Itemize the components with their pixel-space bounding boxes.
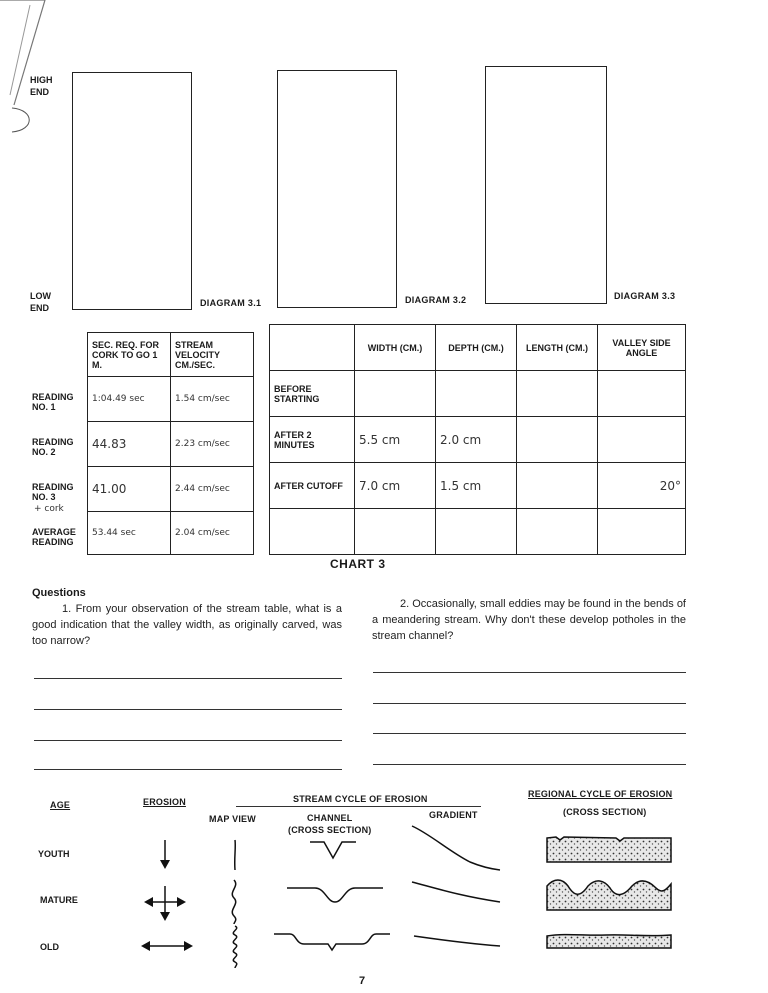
diagram-3-3-caption: DIAGRAM 3.3 bbox=[614, 291, 676, 301]
q2-answer-line[interactable] bbox=[373, 703, 686, 704]
header-valley-angle: VALLEY SIDE ANGLE bbox=[598, 325, 686, 371]
gradient-header: GRADIENT bbox=[429, 810, 478, 820]
questions-heading: Questions bbox=[32, 587, 86, 599]
high-end-label: HIGH END bbox=[30, 75, 53, 97]
diagram-3-3-box bbox=[485, 66, 607, 304]
gradient-steep-icon bbox=[410, 822, 502, 872]
map-view-header: MAP VIEW bbox=[209, 814, 256, 824]
chart-caption: CHART 3 bbox=[330, 557, 386, 571]
header-width: WIDTH (CM.) bbox=[355, 325, 436, 371]
row-before-starting: BEFORE STARTING bbox=[270, 371, 355, 417]
diagram-3-1-box bbox=[72, 72, 192, 310]
diagram-3-2-box bbox=[277, 70, 397, 308]
cell-2min-length bbox=[517, 417, 598, 463]
header-sec-req: SEC. REQ. FOR CORK TO GO 1 M. bbox=[88, 333, 171, 377]
regional-youth-block-icon bbox=[546, 834, 672, 864]
cell-2min-angle bbox=[598, 417, 686, 463]
regional-old-block-icon bbox=[546, 930, 672, 950]
row-label-average: AVERAGE READING bbox=[32, 527, 76, 547]
erosion-cross-arrows-icon bbox=[143, 884, 187, 924]
question-2-text: 2. Occasionally, small eddies may be found in the bends of a meandering stream. Why don't these develop potholes in the stream channel? bbox=[372, 598, 686, 642]
map-view-meander-stream-icon bbox=[226, 878, 244, 924]
cell-r3-sec: 41.00 bbox=[88, 467, 171, 512]
header-blank bbox=[270, 325, 355, 371]
row-blank bbox=[270, 509, 355, 555]
gradient-gentle-icon bbox=[412, 930, 502, 950]
row-label-reading-2: READING NO. 2 bbox=[32, 437, 74, 457]
cell-before-length bbox=[517, 371, 598, 417]
channel-mature-shape-icon bbox=[285, 882, 385, 906]
map-view-tight-meander-icon bbox=[226, 924, 244, 968]
channel-old-shape-icon bbox=[272, 926, 392, 952]
row-3-note: + cork bbox=[34, 504, 64, 514]
erosion-down-arrow-icon bbox=[155, 838, 175, 872]
regional-subheader: (CROSS SECTION) bbox=[563, 807, 647, 817]
header-velocity: STREAM VELOCITY CM./SEC. bbox=[171, 333, 254, 377]
cell-cutoff-depth: 1.5 cm bbox=[436, 463, 517, 509]
channel-v-shape-icon bbox=[308, 838, 358, 862]
q2-answer-line[interactable] bbox=[373, 764, 686, 765]
diagram-3-2-caption: DIAGRAM 3.2 bbox=[405, 295, 467, 305]
cell-before-depth bbox=[436, 371, 517, 417]
cell-before-angle bbox=[598, 371, 686, 417]
cell-avg-vel: 2.04 cm/sec bbox=[171, 512, 254, 555]
velocity-table bbox=[87, 332, 254, 555]
erosion-header: EROSION bbox=[143, 797, 186, 807]
regional-cycle-header: REGIONAL CYCLE OF EROSION bbox=[528, 789, 673, 799]
gradient-moderate-icon bbox=[410, 876, 502, 906]
cell-blank-depth bbox=[436, 509, 517, 555]
q1-answer-line[interactable] bbox=[34, 740, 342, 741]
row-label-reading-3: READING NO. 3 bbox=[32, 482, 74, 502]
header-depth: DEPTH (CM.) bbox=[436, 325, 517, 371]
cell-r2-sec: 44.83 bbox=[88, 422, 171, 467]
age-mature: MATURE bbox=[40, 895, 78, 905]
cell-cutoff-width: 7.0 cm bbox=[355, 463, 436, 509]
cell-blank-angle bbox=[598, 509, 686, 555]
cell-r1-vel: 1.54 cm/sec bbox=[171, 377, 254, 422]
q1-answer-line[interactable] bbox=[34, 678, 342, 679]
channel-table bbox=[269, 324, 686, 555]
regional-mature-block-icon bbox=[546, 876, 672, 912]
cell-avg-sec: 53.44 sec bbox=[88, 512, 171, 555]
row-after-cutoff: AFTER CUTOFF bbox=[270, 463, 355, 509]
question-1-text: 1. From your observation of the stream table, what is a good indication that the valley width, as originally carved, was too narrow? bbox=[32, 603, 342, 647]
row-after-2-minutes: AFTER 2 MINUTES bbox=[270, 417, 355, 463]
page-number: 7 bbox=[359, 975, 366, 987]
stream-cycle-header: STREAM CYCLE OF EROSION bbox=[293, 794, 428, 804]
diagram-3-1-caption: DIAGRAM 3.1 bbox=[200, 298, 262, 308]
q1-answer-line[interactable] bbox=[34, 709, 342, 710]
header-length: LENGTH (CM.) bbox=[517, 325, 598, 371]
map-view-straight-stream-icon bbox=[228, 838, 242, 872]
erosion-sideways-arrows-icon bbox=[140, 938, 194, 954]
cell-r2-vel: 2.23 cm/sec bbox=[171, 422, 254, 467]
stream-cycle-rule bbox=[236, 806, 481, 807]
q2-answer-line[interactable] bbox=[373, 672, 686, 673]
cell-r3-vel: 2.44 cm/sec bbox=[171, 467, 254, 512]
channel-header: CHANNEL (CROSS SECTION) bbox=[288, 813, 372, 835]
cell-blank-width bbox=[355, 509, 436, 555]
age-header: AGE bbox=[50, 800, 71, 810]
age-youth: YOUTH bbox=[38, 849, 70, 859]
row-label-reading-1: READING NO. 1 bbox=[32, 392, 74, 412]
q1-answer-line[interactable] bbox=[34, 769, 342, 770]
cell-r1-sec: 1:04.49 sec bbox=[88, 377, 171, 422]
cell-before-width bbox=[355, 371, 436, 417]
low-end-label: LOW END bbox=[30, 291, 51, 313]
cell-cutoff-angle: 20° bbox=[598, 463, 686, 509]
q2-answer-line[interactable] bbox=[373, 733, 686, 734]
cell-cutoff-length bbox=[517, 463, 598, 509]
page-corner-fold bbox=[0, 0, 60, 120]
cell-2min-depth: 2.0 cm bbox=[436, 417, 517, 463]
cell-2min-width: 5.5 cm bbox=[355, 417, 436, 463]
age-old: OLD bbox=[40, 942, 59, 952]
cell-blank-length bbox=[517, 509, 598, 555]
